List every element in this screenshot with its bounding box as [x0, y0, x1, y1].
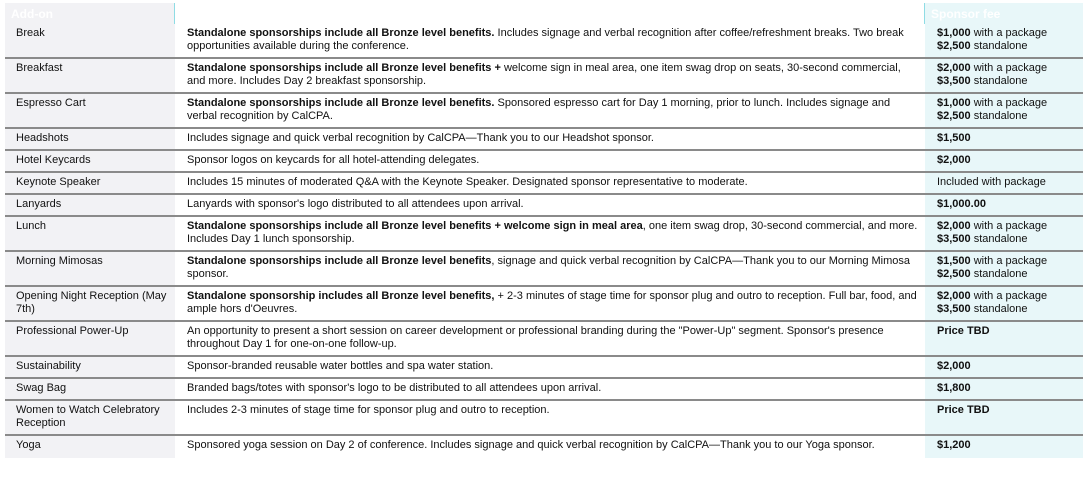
fee-line-1 — [937, 439, 1077, 452]
fee-line-1 — [937, 404, 1077, 417]
benefit-bold: Standalone sponsorships include all Bronze level benefits + welcome sign in meal area — [187, 220, 643, 232]
fee-amount: $3,500 — [937, 75, 971, 87]
table-row — [5, 24, 1083, 59]
addon-cell — [5, 217, 175, 250]
table-row — [5, 287, 1083, 322]
fee-amount: $2,500 — [937, 268, 971, 280]
benefit-cell — [175, 129, 925, 149]
fee-amount: $1,000 — [937, 27, 971, 39]
benefit-cell — [175, 217, 925, 250]
fee-note: standalone — [970, 75, 1028, 87]
fee-note: with a package — [970, 220, 1048, 232]
benefit-cell — [175, 357, 925, 377]
fee-line-2 — [937, 75, 1077, 88]
fee-line-1 — [937, 176, 1077, 189]
fee-amount: $1,500 — [937, 255, 971, 267]
fee-cell — [925, 24, 1083, 57]
fee-line-1 — [937, 62, 1077, 75]
fee-line-1 — [937, 27, 1077, 40]
fee-line-1 — [937, 382, 1077, 395]
benefit-cell — [175, 401, 925, 434]
fee-line-1 — [937, 255, 1077, 268]
fee-cell — [925, 287, 1083, 320]
fee-line-2 — [937, 268, 1077, 281]
fee-amount: $3,500 — [937, 233, 971, 245]
addon-cell — [5, 129, 175, 149]
addon-cell — [5, 357, 175, 377]
addon-name: Morning Mimosas — [16, 255, 103, 267]
sponsorship-table — [5, 3, 1083, 458]
fee-line-1 — [937, 290, 1077, 303]
table-row — [5, 217, 1083, 252]
fee-amount: Price TBD — [937, 325, 990, 337]
fee-amount: $2,000 — [937, 220, 971, 232]
fee-note: standalone — [970, 110, 1028, 122]
benefit-cell — [175, 379, 925, 399]
fee-note: standalone — [970, 303, 1028, 315]
header-benefits: Sponsor benefits — [175, 3, 925, 24]
table-row — [5, 173, 1083, 195]
table-row — [5, 195, 1083, 217]
table-row — [5, 59, 1083, 94]
header-fee: Sponsor fee — [925, 3, 1083, 24]
benefit-cell — [175, 173, 925, 193]
addon-cell — [5, 173, 175, 193]
addon-name: Hotel Keycards — [16, 154, 91, 166]
fee-line-2 — [937, 40, 1077, 53]
fee-amount: $2,000 — [937, 360, 971, 372]
fee-line-1 — [937, 220, 1077, 233]
benefit-text: Sponsored espresso cart for Day 1 morning, prior to lunch. Includes signage and verbal recognition by CalCPA. — [187, 97, 891, 122]
table-row — [5, 151, 1083, 173]
fee-note: standalone — [970, 268, 1028, 280]
fee-amount: $2,500 — [937, 40, 971, 52]
addon-name: Espresso Cart — [16, 97, 86, 109]
table-row — [5, 129, 1083, 151]
addon-cell — [5, 151, 175, 171]
fee-amount: $1,000 — [937, 97, 971, 109]
fee-cell — [925, 252, 1083, 285]
benefit-cell — [175, 59, 925, 92]
benefit-cell — [175, 94, 925, 127]
benefit-text: , one item swag drop, 30-second commercial, and more. Includes Day 1 lunch sponsorship. — [187, 220, 918, 245]
benefit-cell — [175, 287, 925, 320]
table-row — [5, 252, 1083, 287]
benefit-bold: Standalone sponsorships include all Bronze level benefits — [187, 255, 492, 267]
addon-name: Breakfast — [16, 62, 63, 74]
fee-cell — [925, 401, 1083, 434]
fee-note: Included with package — [937, 176, 1046, 188]
addon-cell — [5, 379, 175, 399]
benefit-text: Includes 15 minutes of moderated Q&A with the Keynote Speaker. Designated sponsor representative to moderate. — [187, 176, 748, 188]
fee-note: with a package — [970, 97, 1048, 109]
fee-line-2 — [937, 110, 1077, 123]
addon-cell — [5, 195, 175, 215]
benefit-text: Sponsor logos on keycards for all hotel-attending delegates. — [187, 154, 480, 166]
fee-line-2 — [937, 233, 1077, 246]
addon-cell — [5, 59, 175, 92]
fee-line-1 — [937, 97, 1077, 110]
addon-cell — [5, 287, 175, 320]
table-row — [5, 94, 1083, 129]
fee-note: with a package — [970, 27, 1048, 39]
fee-line-1 — [937, 132, 1077, 145]
benefit-text: An opportunity to present a short session on career development or professional branding during the "Power-Up" segment. Sponsor's presence throughout Day 1 for one-on-one follow-up. — [187, 325, 884, 350]
benefit-cell — [175, 436, 925, 458]
addon-cell — [5, 94, 175, 127]
fee-cell — [925, 217, 1083, 250]
fee-cell — [925, 129, 1083, 149]
fee-amount: $2,500 — [937, 110, 971, 122]
addon-cell — [5, 322, 175, 355]
fee-cell — [925, 379, 1083, 399]
fee-note: with a package — [970, 290, 1048, 302]
table-row — [5, 379, 1083, 401]
fee-line-1 — [937, 154, 1077, 167]
benefit-text: Sponsor-branded reusable water bottles and spa water station. — [187, 360, 494, 372]
table-body — [5, 24, 1083, 458]
benefit-cell — [175, 24, 925, 57]
benefit-text: Sponsored yoga session on Day 2 of conference. Includes signage and quick verbal recognition by CalCPA—Thank you to our Yoga sponsor. — [187, 439, 875, 451]
benefit-bold: Standalone sponsorships include all Bronze level benefits + — [187, 62, 501, 74]
addon-name: Headshots — [16, 132, 69, 144]
addon-cell — [5, 24, 175, 57]
addon-name: Break — [16, 27, 45, 39]
fee-cell — [925, 357, 1083, 377]
benefit-text: Branded bags/totes with sponsor's logo to be distributed to all attendees upon arrival. — [187, 382, 602, 394]
fee-amount: $1,200 — [937, 439, 971, 451]
benefit-cell — [175, 322, 925, 355]
addon-name: Opening Night Reception (May 7th) — [16, 290, 167, 315]
benefit-bold: Standalone sponsorships include all Bronze level benefits. — [187, 97, 495, 109]
fee-line-1 — [937, 198, 1077, 211]
fee-cell — [925, 59, 1083, 92]
benefit-text: Includes 2-3 minutes of stage time for sponsor plug and outro to reception. — [187, 404, 550, 416]
fee-cell — [925, 151, 1083, 171]
benefit-text: , signage and quick verbal recognition by CalCPA—Thank you to our Morning Mimosa sponsor. — [187, 255, 911, 280]
fee-line-1 — [937, 360, 1077, 373]
benefit-text: welcome sign in meal area, one item swag drop on seats, 30-second commercial, and more. Includes Day 2 breakfast sponsorship. — [187, 62, 901, 87]
fee-cell — [925, 195, 1083, 215]
benefit-text: + 2-3 minutes of stage time for sponsor plug and outro to reception. Full bar, food, and ample hors d'Oeuvres. — [187, 290, 917, 315]
fee-amount: Price TBD — [937, 404, 990, 416]
fee-note: with a package — [970, 62, 1048, 74]
addon-cell — [5, 401, 175, 434]
addon-name: Sustainability — [16, 360, 81, 372]
addon-name: Professional Power-Up — [16, 325, 129, 337]
addon-name: Swag Bag — [16, 382, 67, 394]
fee-cell — [925, 173, 1083, 193]
fee-cell — [925, 94, 1083, 127]
table-row — [5, 401, 1083, 436]
fee-line-2 — [937, 303, 1077, 316]
benefit-text: Includes signage and verbal recognition after coffee/refreshment breaks. Two break opportunities available during the conference. — [187, 27, 904, 52]
benefit-text: Lanyards with sponsor's logo distributed to all attendees upon arrival. — [187, 198, 524, 210]
addon-cell — [5, 252, 175, 285]
table-row — [5, 322, 1083, 357]
fee-amount: $1,500 — [937, 132, 971, 144]
fee-amount: $2,000 — [937, 154, 971, 166]
fee-note: with a package — [970, 255, 1048, 267]
table-row — [5, 357, 1083, 379]
addon-name: Lanyards — [16, 198, 62, 210]
table-row — [5, 436, 1083, 458]
header-addon: Add-on — [5, 3, 175, 24]
table-header — [5, 3, 1083, 24]
fee-note: standalone — [970, 40, 1028, 52]
addon-cell — [5, 436, 175, 458]
addon-name: Keynote Speaker — [16, 176, 101, 188]
fee-cell — [925, 436, 1083, 458]
addon-name: Lunch — [16, 220, 46, 232]
fee-amount: $1,000.00 — [937, 198, 986, 210]
benefit-bold: Standalone sponsorship includes all Bronze level benefits, — [187, 290, 495, 302]
addon-name: Yoga — [16, 439, 41, 451]
benefit-cell — [175, 252, 925, 285]
fee-amount: $1,800 — [937, 382, 971, 394]
benefit-text: Includes signage and quick verbal recognition by CalCPA—Thank you to our Headshot sponsor. — [187, 132, 654, 144]
fee-amount: $2,000 — [937, 290, 971, 302]
benefit-cell — [175, 151, 925, 171]
fee-amount: $3,500 — [937, 303, 971, 315]
benefit-bold: Standalone sponsorships include all Bronze level benefits. — [187, 27, 495, 39]
fee-line-1 — [937, 325, 1077, 338]
addon-name: Women to Watch Celebratory Reception — [16, 404, 160, 429]
benefit-cell — [175, 195, 925, 215]
fee-amount: $2,000 — [937, 62, 971, 74]
fee-note: standalone — [970, 233, 1028, 245]
fee-cell — [925, 322, 1083, 355]
